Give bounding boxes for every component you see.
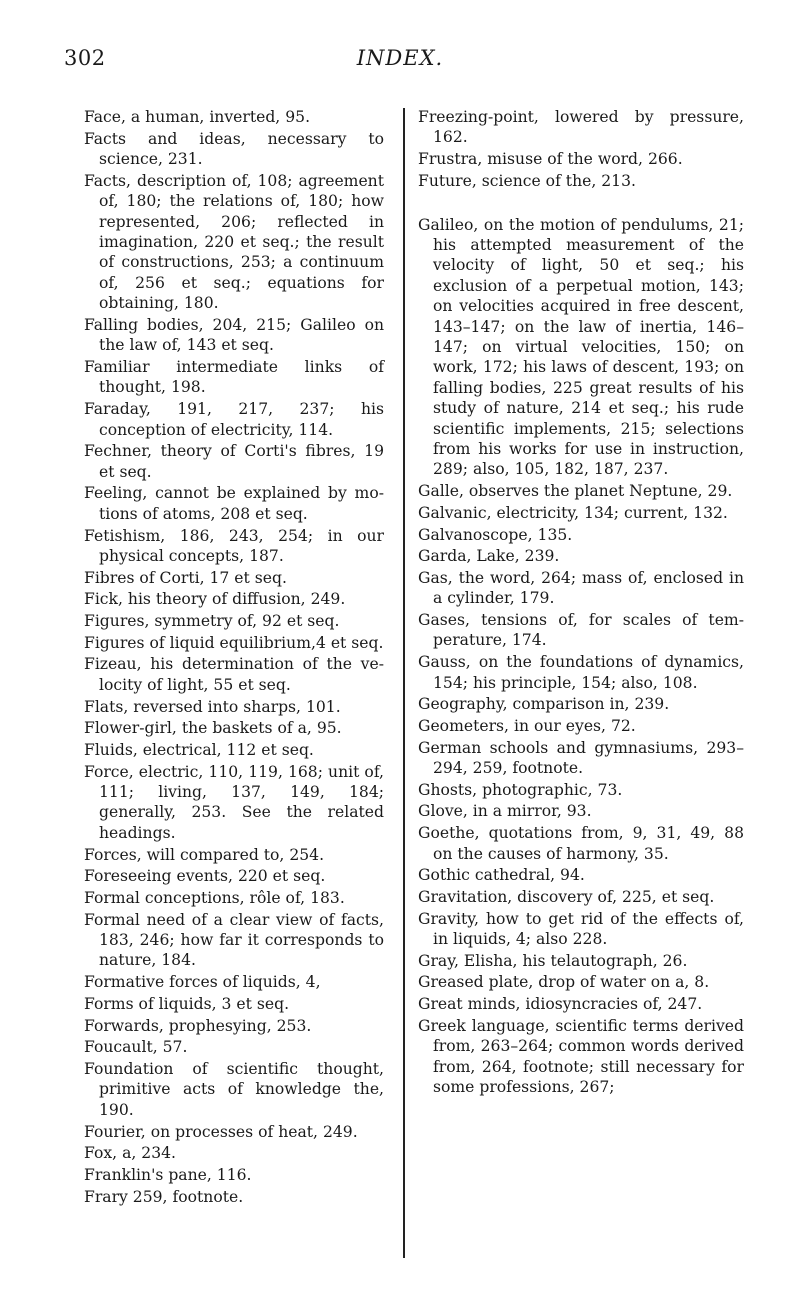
index-entry: Galileo, on the motion of pendulums, 21; his attempted measurement of the velocity of light, 50 et seq.; his exclusion of a perpetual motion, 143; on velocities acquired in free descent, 143–147; on the law of inertia, 146–147; on virtual velocities, 150; on work, 172; his laws of descent, 193; on falling bodies, 225 great results of his study of nature, 214 et seq.; his rude scientific implements, 215; selections from his works for use in instruction, 289; also, 105, 182, 187, 237. bbox=[418, 215, 744, 479]
index-entry: Galle, observes the planet Neptune, 29. bbox=[418, 482, 733, 501]
index-entry: Forwards, prophesying, 253. bbox=[84, 1016, 312, 1035]
index-entry: Goethe, quotations from, 9, 31, 49, 88 on the causes of harmony, 35. bbox=[418, 824, 744, 863]
index-entry: Freezing-point, lowered by pressure, 162. bbox=[418, 108, 744, 147]
index-entry: Facts, description of, 108; agreement of, 180; the relations of, 180; how represented, 206; reflected in imagination, 220 et seq.; the result of constructions, 253; a continuum of, 256 et seq.; equations for obtaining, 180. bbox=[84, 171, 384, 313]
index-entry: Future, science of the, 213. bbox=[418, 171, 636, 190]
index-group-f bbox=[418, 107, 744, 191]
index-entry: Faraday, 191, 217, 237; his conception of electricity, 114. bbox=[84, 400, 384, 439]
index-entry: Franklin's pane, 116. bbox=[84, 1165, 252, 1184]
index-entry: Feeling, cannot be explained by motions of atoms, 208 et seq. bbox=[84, 484, 384, 523]
index-entry: Forces, will compared to, 254. bbox=[84, 845, 325, 864]
index-entry: Flats, reversed into sharps, 101. bbox=[84, 697, 341, 716]
index-entry: Fizeau, his determination of the velocity of light, 55 et seq. bbox=[84, 655, 384, 694]
index-entry: Fluids, electrical, 112 et seq. bbox=[84, 740, 314, 759]
index-entry: Fourier, on processes of heat, 249. bbox=[84, 1122, 358, 1141]
index-entry: Flower-girl, the baskets of a, 95. bbox=[84, 719, 342, 738]
index-entry: German schools and gymnasiums, 293–294, 259, footnote. bbox=[418, 738, 744, 778]
index-entry: Formal need of a clear view of facts, 183, 246; how far it corresponds to nature, 184. bbox=[84, 910, 384, 970]
index-entry: Foucault, 57. bbox=[84, 1038, 188, 1057]
index-entry: Forms of liquids, 3 et seq. bbox=[84, 994, 290, 1013]
index-entry: Garda, Lake, 239. bbox=[418, 547, 560, 566]
index-entry: Frary 259, footnote. bbox=[84, 1187, 244, 1206]
index-entry: Ghosts, photographic, 73. bbox=[418, 780, 623, 799]
running-head: INDEX. bbox=[356, 46, 444, 70]
page-header bbox=[0, 46, 800, 76]
index-entry: Force, electric, 110, 119, 168; unit of, 111; living, 137, 149, 184; generally, 253. See the related headings. bbox=[84, 762, 384, 842]
index-entry: Foreseeing events, 220 et seq. bbox=[84, 867, 326, 886]
index-entry: Figures of liquid equilibrium,4 et seq. bbox=[84, 633, 384, 652]
index-entry: Figures, symmetry of, 92 et seq. bbox=[84, 612, 340, 631]
index-entry: Fechner, theory of Corti's fibres, 19 et seq. bbox=[84, 442, 384, 481]
index-entry: Gravitation, discovery of, 225, et seq. bbox=[418, 887, 715, 906]
index-entry: Familiar intermediate links of thought, 198. bbox=[84, 358, 384, 397]
index-entry: Foundation of scientific thought, primitive acts of knowledge the, 190. bbox=[84, 1060, 384, 1119]
index-entry: Greek language, scientific terms derived from, 263–264; common words derived from, 264, footnote; still necessary for some professions, 267; bbox=[418, 1016, 744, 1097]
index-entry: Formal conceptions, rôle of, 183. bbox=[84, 888, 345, 907]
index-entry: Gothic cathedral, 94. bbox=[418, 866, 585, 885]
index-entry: Formative forces of liquids, 4, bbox=[84, 973, 321, 992]
index-entry: Gases, tensions of, for scales of temperature, 174. bbox=[418, 611, 744, 650]
index-entry: Galvanoscope, 135. bbox=[418, 525, 573, 544]
index-entry: Fick, his theory of diffusion, 249. bbox=[84, 590, 346, 609]
page-number: 302 bbox=[64, 46, 106, 70]
index-entry: Fibres of Corti, 17 et seq. bbox=[84, 568, 287, 587]
index-entry: Facts and ideas, necessary to science, 231. bbox=[84, 129, 384, 169]
index-column-right bbox=[418, 107, 744, 1099]
index-entry: Frustra, misuse of the word, 266. bbox=[418, 150, 683, 169]
index-entry: Gray, Elisha, his telautograph, 26. bbox=[418, 951, 688, 970]
index-entry: Galvanic, electricity, 134; current, 132. bbox=[418, 503, 728, 522]
index-entry: Gravity, how to get rid of the effects of, in liquids, 4; also 228. bbox=[418, 909, 744, 949]
index-entry: Geography, comparison in, 239. bbox=[418, 695, 670, 714]
letter-gap bbox=[418, 193, 744, 215]
index-column-left bbox=[84, 107, 384, 1208]
index-entry: Falling bodies, 204, 215; Galileo on the law of, 143 et seq. bbox=[84, 315, 384, 355]
index-entry: Great minds, idiosyncracies of, 247. bbox=[418, 995, 703, 1014]
index-entry: Gauss, on the foundations of dynamics, 154; his principle, 154; also, 108. bbox=[418, 653, 744, 692]
index-group-g bbox=[418, 215, 744, 1098]
index-entry: Fetishism, 186, 243, 254; in our physical concepts, 187. bbox=[84, 526, 384, 565]
index-entry: Greased plate, drop of water on a, 8. bbox=[418, 973, 710, 992]
index-entry: Fox, a, 234. bbox=[84, 1144, 176, 1163]
column-divider bbox=[403, 108, 405, 1258]
index-entry: Geometers, in our eyes, 72. bbox=[418, 716, 636, 735]
index-entry: Glove, in a mirror, 93. bbox=[418, 802, 592, 821]
index-entry: Face, a human, inverted, 95. bbox=[84, 108, 311, 126]
index-entry: Gas, the word, 264; mass of, enclosed in a cylinder, 179. bbox=[418, 568, 744, 608]
